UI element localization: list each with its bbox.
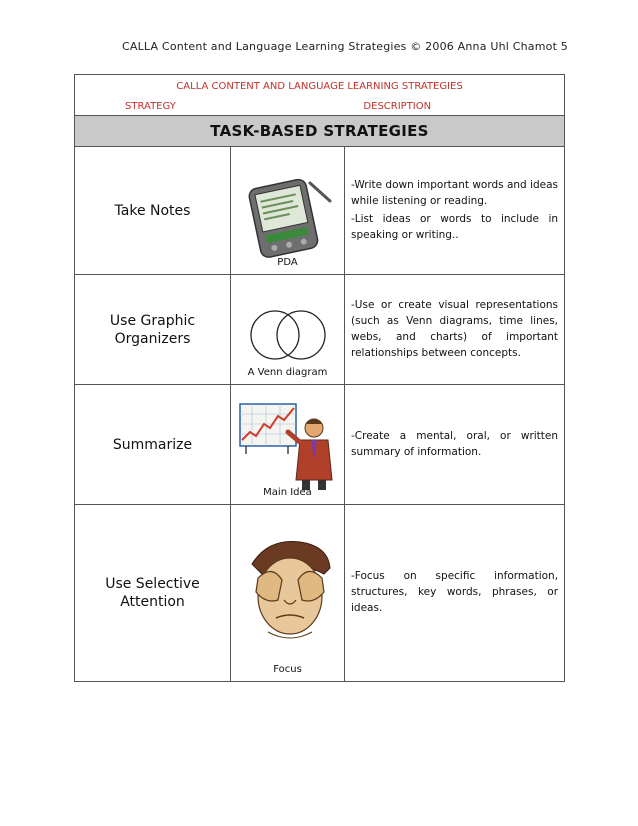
table-row	[75, 147, 565, 275]
page-header	[0, 40, 638, 53]
description-line: -List ideas or words to include in speaking or writing..	[351, 212, 559, 241]
column-header-strategy: STRATEGY	[75, 97, 231, 116]
page-header-text: CALLA Content and Language Learning Strategies © 2006 Anna Uhl Chamot 5	[122, 40, 568, 53]
image-cell	[231, 505, 345, 682]
strategy-name: Use Selective Attention	[75, 505, 231, 682]
table-row	[75, 385, 565, 505]
description-line: -Focus on specific information, structures, key words, phrases, or ideas.	[351, 570, 559, 614]
pda-icon	[240, 171, 336, 259]
strategy-name: Summarize	[75, 385, 231, 505]
image-cell	[231, 147, 345, 275]
image-caption: PDA	[277, 257, 298, 268]
venn-diagram-icon	[240, 305, 336, 365]
column-header-description: DESCRIPTION	[231, 97, 565, 116]
strategy-description	[345, 275, 565, 385]
focus-face-icon	[238, 534, 338, 644]
table-row	[75, 505, 565, 682]
table-title-row	[75, 75, 565, 98]
image-cell	[231, 385, 345, 505]
strategy-description	[345, 505, 565, 682]
presenter-chart-icon	[236, 400, 340, 492]
strategies-table	[74, 74, 565, 682]
table-row	[75, 275, 565, 385]
strategy-description	[345, 385, 565, 505]
image-caption: Focus	[273, 664, 302, 675]
section-title: TASK-BASED STRATEGIES	[75, 116, 565, 147]
column-header-row	[75, 97, 565, 116]
image-caption: A Venn diagram	[247, 367, 328, 378]
table-title: CALLA CONTENT AND LANGUAGE LEARNING STRATEGIES	[75, 75, 565, 98]
image-caption: Main Idea	[263, 487, 312, 498]
strategy-name: Use Graphic Organizers	[75, 275, 231, 385]
description-line: -Create a mental, oral, or written summary of information.	[351, 429, 559, 458]
image-cell	[231, 275, 345, 385]
description-line: -Write down important words and ideas while listening or reading.	[351, 178, 559, 207]
strategy-name: Take Notes	[75, 147, 231, 275]
strategy-description	[345, 147, 565, 275]
section-row	[75, 116, 565, 147]
description-line: -Use or create visual representations (such as Venn diagrams, time lines, webs, and charts) of important relationships between concepts.	[351, 298, 559, 359]
